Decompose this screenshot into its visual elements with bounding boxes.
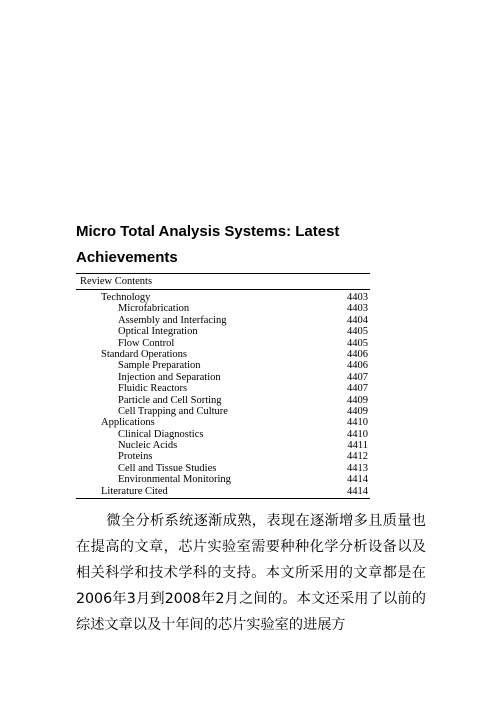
toc-entry-page: 4403 — [347, 292, 368, 303]
toc-entry — [76, 463, 370, 474]
toc-entry-label: Technology — [101, 292, 151, 303]
toc-entry — [76, 349, 370, 360]
toc-entry — [76, 440, 370, 451]
toc-entry — [76, 451, 370, 462]
toc-entry-label: Cell Trapping and Culture — [118, 405, 228, 417]
toc-entry-page: 4414 — [347, 474, 368, 486]
toc-entry-page: 4405 — [347, 326, 368, 338]
toc-entry — [76, 338, 370, 349]
toc-entry-label: Fluidic Reactors — [118, 383, 188, 395]
toc-entry-page: 4403 — [347, 303, 368, 315]
toc-entry-page: 4413 — [347, 462, 368, 474]
chinese-paragraph — [76, 508, 426, 638]
toc-entry-page: 4404 — [347, 314, 368, 326]
toc-entry-page: 4412 — [347, 451, 368, 463]
toc-entries — [76, 290, 370, 498]
toc-entry — [76, 360, 370, 371]
toc-entry-page: 4407 — [347, 383, 368, 395]
toc-entry-label: Cell and Tissue Studies — [118, 462, 217, 474]
toc-entry-label: Optical Integration — [118, 326, 198, 338]
toc-entry-label: Environmental Monitoring — [118, 474, 231, 486]
body-text: 微全分析系统逐渐成熟，表现在逐渐增多且质量也在提高的文章，芯片实验室需要种种化学分析设备以及相关科学和技术学科的支持。本文所采用的文章都是在2006年3月到2008年2月之间的。本文还采用了以前的综述文章以及十年间的芯片实验室的进展方 — [76, 513, 426, 633]
toc-entry-page: 4410 — [347, 417, 368, 429]
toc-entry — [76, 303, 370, 314]
toc-entry-label: Sample Preparation — [118, 360, 201, 372]
toc-entry-label: Particle and Cell Sorting — [118, 394, 222, 406]
toc-entry-page: 4406 — [347, 360, 368, 372]
article-title: Micro Total Analysis Systems: Latest Achievements — [76, 223, 340, 266]
toc-entry-page: 4411 — [347, 440, 368, 452]
toc-entry-label: Nucleic Acids — [118, 440, 178, 452]
toc-entry-label: Microfabrication — [118, 303, 190, 315]
toc-entry-label: Standard Operations — [101, 348, 188, 360]
toc-entry — [76, 486, 370, 497]
toc-entry — [76, 383, 370, 394]
toc-entry-label: Assembly and Interfacing — [118, 314, 227, 326]
toc-entry-page: 4405 — [347, 337, 368, 349]
toc-entry-label: Injection and Separation — [118, 371, 221, 383]
toc-entry-page: 4409 — [347, 405, 368, 417]
toc-entry — [76, 326, 370, 337]
toc-entry — [76, 395, 370, 406]
toc-entry — [76, 429, 370, 440]
toc-entry-label: Literature Cited — [101, 485, 168, 497]
toc-entry-label: Applications — [101, 417, 155, 429]
toc-entry-page: 4410 — [347, 428, 368, 440]
toc-entry-page: 4409 — [347, 394, 368, 406]
toc-entry-label: Clinical Diagnostics — [118, 428, 204, 440]
toc-entry — [76, 372, 370, 383]
toc-entry-page: 4414 — [347, 485, 368, 497]
toc-entry-page: 4406 — [347, 348, 368, 360]
toc-entry — [76, 315, 370, 326]
toc-entry — [76, 474, 370, 485]
toc-entry — [76, 417, 370, 428]
review-contents-heading: Review Contents — [76, 274, 370, 290]
toc-entry-page: 4407 — [347, 371, 368, 383]
toc-entry — [76, 406, 370, 417]
toc-entry-label: Flow Control — [118, 337, 175, 349]
toc-entry — [76, 292, 370, 303]
toc-entry-label: Proteins — [118, 451, 153, 463]
review-contents-table — [76, 273, 370, 499]
